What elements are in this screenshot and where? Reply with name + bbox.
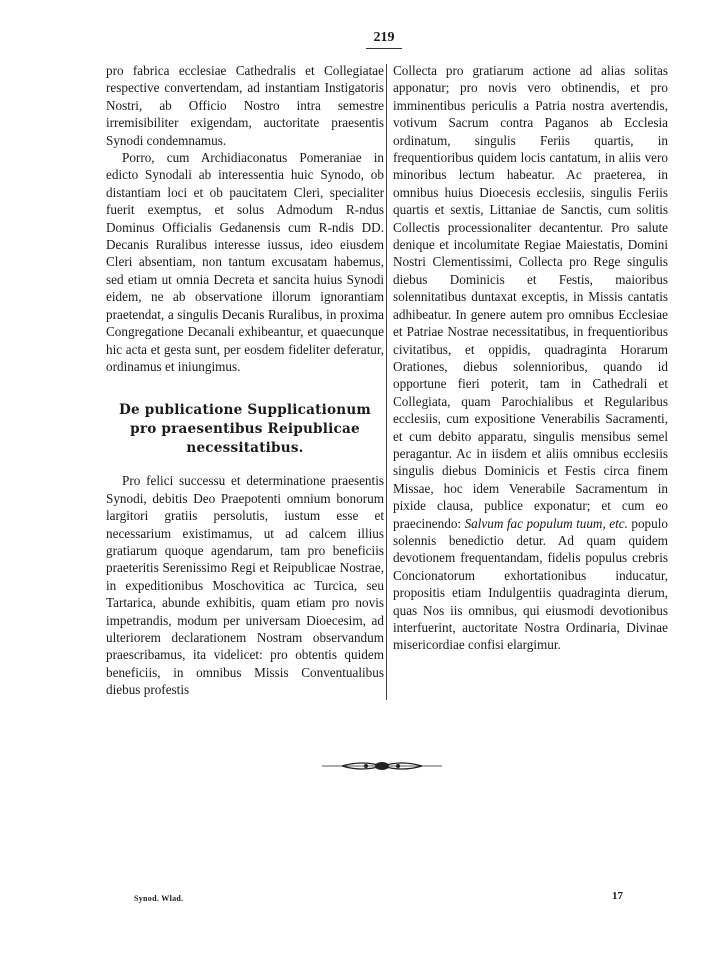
column-divider	[386, 64, 387, 700]
right-text-after: populo solennis benedictio detur. Ad quam quidem devotionem frequentandam, fidelis populus crebris Concionatorum exhortationibus inducatur, propositis etiam Indulgentiis quadraginta dierum, quas Nos iis omnibus, qui eiusmodi devotionibus interfuerint, auctoritate Nostra Ordinaria, Divinae misericordiae confisi elargimur.	[393, 515, 668, 653]
right-paragraph	[393, 62, 668, 654]
left-paragraph-1: pro fabrica ecclesiae Cathedralis et Collegiatae respective convertendam, ad instantiam Instigatoris Nostri, ab Officio Nostro intra semestre irremisibiliter exigendam, auctoritate praesentis Synodi condemnamus.	[106, 63, 384, 148]
left-paragraph-2: Porro, cum Archidiaconatus Pomeraniae in edicto Synodali ab interessentia huic Synodo, ob distantiam loci et ob paucitatem Cleri, specialiter fuerit exemptus, et solus Admodum R-ndus Dominus Officialis Gedanensis cum R-ndis DD. Decanis Ruralibus interesse iussus, ideo eiusdem Cleri absentiam, non tantum excusatam habemus, sed etiam ut omnia Decreta et sancita huius Synodi eidem, ne ab observatione illorum ignorantiam praetendat, a singulis Decanis Ruralibus, in proxima Congregatione Decanali exhibeantur, et quaecunque hic acta et gesta sunt, per eosdem fideliter deferatur, ordinamus et iniungimus.	[106, 150, 384, 374]
section-heading: De publicatione Supplicationum pro praesentibus Reipublicae necessitatibus.	[118, 402, 372, 457]
page-number-underline	[366, 48, 402, 49]
right-italic-phrase: Salvum fac populum tuum, etc.	[464, 515, 628, 531]
right-column	[393, 62, 668, 654]
right-text-before: Collecta pro gratiarum actione ad alias solitas apponatur; pro novis vero obtinendis, et pro imminentibus periculis a Patria nostra avertendis, votivum Sacrum contra Paganos ab Ecclesia ordinatum, singulis Feriis quartis, in frequentioribus quidem locis cantatum, in aliis vero minoribus lectum habeatur. Ac praeterea, in omnibus huius Dioecesis ecclesiis, singulis Feriis quartis et sextis, Littaniae de Sanctis, cum solitis Collectis processionaliter decantentur. Pro salute denique et incolumitate Regiae Maiestatis, Domini Nostri Clementissimi, Collecta pro Rege singulis diebus Dominicis et Festis, maioribus solennitatibus duntaxat exceptis, in Missis cantatis adhibeatur. In genere autem pro omnibus Ecclesiae et Patriae Nostrae necessitatibus, in frequentioribus civitatibus, et oppidis, quadraginta Horarum Orationes, diebus solennioribus, quando id opportune fieri poterit, tam in Cathedrali et Collegiata, quam Parochialibus et Regularibus ecclesiis, cum expositione Venerabilis Sacramenti, et cum debito apparatu, singulis mensibus semel peragantur. Ac in iisdem et aliis omnibus ecclesiis singulis diebus Dominicis et Festis circa finem Missae, hoc idem Venerabile Sacramentum in pixide clausa, publice exponatur; et cum eo praecinendo:	[393, 63, 668, 531]
left-column	[106, 62, 384, 699]
footer-signature: Synod. Wlad.	[134, 894, 184, 903]
ornament-divider-icon	[322, 757, 442, 775]
page-number: 219	[373, 30, 395, 45]
left-paragraph-3: Pro felici successu et determinatione praesentis Synodi, debitis Deo Praepotenti omnium bonorum largitori gratiis persolutis, iustum esse et necessarium existimamus, ut ad calcem illius gratiarum quoque agendarum, tam pro beneficiis praeteritis Serenissimo Regi et Reipublicae Nostrae, in expeditionibus Moschovitica ac Turcica, seu Tartarica, abunde exhibitis, quam etiam pro novis impetrandis, modum per universam Dioecesim, ad ulteriorem declarationem Nostram observandum praescribamus, ita videlicet: pro obtentis quidem beneficiis, in omnibus Missis Conventualibus diebus profestis	[106, 473, 384, 698]
sheet-number: 17	[612, 890, 623, 902]
